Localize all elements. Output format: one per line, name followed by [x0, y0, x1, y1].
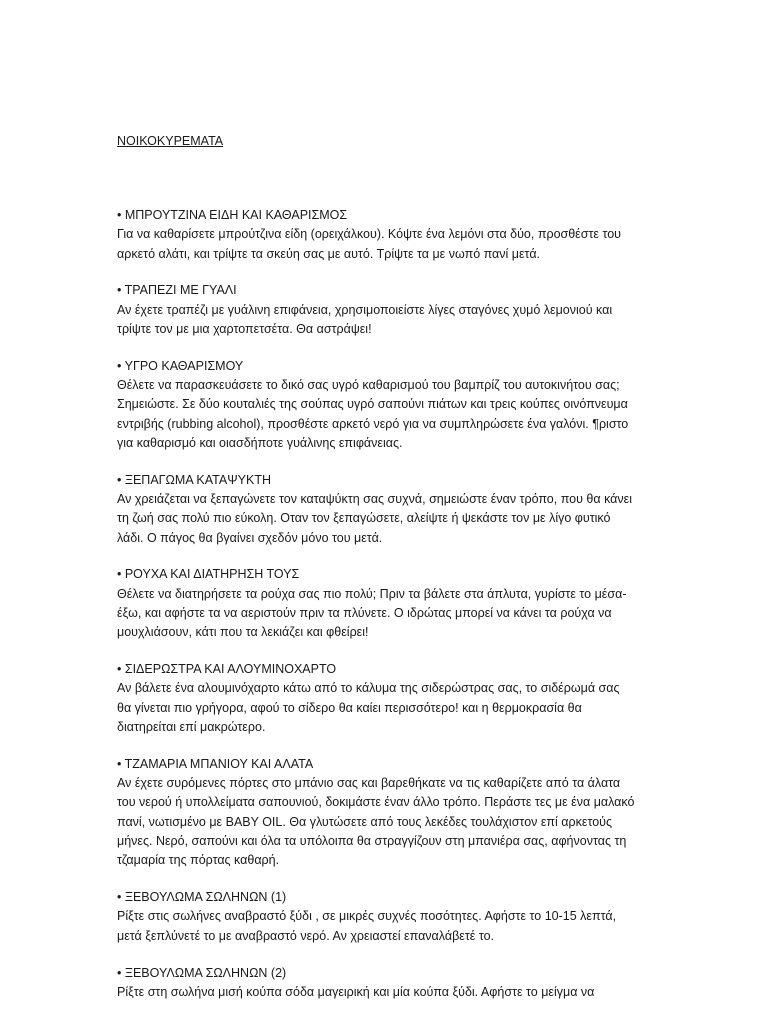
tip-body-line: μετά ξεπλύνετέ το με αναβραστό νερό. Αν χρειαστεί επαναλάβετέ το.: [117, 928, 495, 943]
tip-heading: • ΥΓΡΟ ΚΑΘΑΡΙΣΜΟΥ: [117, 358, 244, 373]
tip-body-line: Αν έχετε συρόμενες πόρτες στο μπάνιο σας και βαρεθήκατε να τις καθαρίζετε από τα άλατα: [117, 776, 621, 791]
tip-body-line: έξω, και αφήστε τα να αεριστούν πριν τα πλύνετε. Ο ιδρώτας μπορεί να κάνει τα ρούχα να: [117, 606, 612, 621]
tip-body-line: λάδι. Ο πάγος θα βγαίνει σχεδόν μόνο του μετά.: [117, 530, 383, 545]
tip-heading: • ΜΠΡΟΥΤΖΙΝΑ ΕΙΔΗ ΚΑΙ ΚΑΘΑΡΙΣΜΟΣ: [117, 208, 348, 222]
tip-body-line: πανί, νωτισμένο με BABY OIL. Θα γλυτώσετε από τους λεκέδες τουλάχιστον επί αρκετούς: [117, 814, 613, 829]
document-page: [117, 0, 653, 1024]
tip-heading: • ΞΕΠΑΓΩΜΑ ΚΑΤΑΨΥΚΤΗ: [117, 472, 272, 487]
tip-body-line: Αν χρειάζεται να ξεπαγώνετε τον καταψύκτη σας συχνά, σημειώστε έναν τρόπο, που θα κάνει: [117, 492, 632, 507]
tip-heading: • ΞΕΒΟΥΛΩΜΑ ΣΩΛΗΝΩΝ (1): [117, 890, 287, 905]
tip-section: [117, 281, 653, 339]
tip-body-line: Σημειώστε. Σε δύο κουταλιές της σούπας υγρό σαπούνι πιάτων και τρεις κούπες οινόπνευμα: [117, 397, 628, 412]
tip-body-line: αρκετό αλάτι, και τρίψτε τα σκεύη σας με αυτό. Τρίψτε τα με νωπό πανί μετά.: [117, 246, 541, 261]
tip-body-line: τη ζωή σας πολύ πιο εύκολη. Οταν τον ξεπαγώσετε, αλείψτε ή ψεκάστε τον με λίγο φυτικό: [117, 511, 611, 526]
tip-body-line: Θέλετε να παρασκευάσετε το δικό σας υγρό καθαρισμού του βαμπρίζ του αυτοκινήτου σας;: [117, 378, 620, 393]
tip-body-line: τζαμαρία της πόρτας καθαρή.: [117, 853, 280, 868]
tip-section: [117, 964, 653, 1003]
tip-section: [117, 357, 653, 453]
tip-body-line: Θέλετε να διατηρήσετε τα ρούχα σας πιο πολύ; Πριν τα βάλετε στα άπλυτα, γυρίστε το μέσα-: [117, 586, 627, 601]
tip-body-line: Για να καθαρίσετε μπρούτζινα είδη (ορειχάλκου). Κόψτε ένα λεμόνι στα δύο, προσθέστε του: [117, 227, 622, 242]
tip-heading: • ΡΟΥΧΑ ΚΑΙ ΔΙΑΤΗΡΗΣΗ ΤΟΥΣ: [117, 567, 300, 582]
tip-section: [117, 660, 653, 737]
tip-body-line: μήνες. Νερό, σαπούνι και όλα τα υπόλοιπα θα στραγγίζουν στη μπανιέρα σας, αφήνοντας τη: [117, 834, 627, 849]
tip-body-line: του νερού ή υπολλείματα σαπουνιού, δοκιμάστε έναν άλλο τρόπο. Περάστε τες με ένα μαλακό: [117, 795, 635, 810]
tip-body-line: Αν έχετε τραπέζι με γυάλινη επιφάνεια, χρησιμοποιείστε λίγες σταγόνες χυμό λεμονιού και: [117, 302, 613, 317]
tip-section: [117, 471, 653, 548]
tips-list: [117, 206, 653, 1020]
document-title: ΝΟΙΚΟΚΥΡΕΜΑΤΑ: [117, 134, 224, 148]
tip-body-line: Αν βάλετε ένα αλουμινόχαρτο κάτω από το κάλυμα της σιδερώστρας σας, το σιδέρωμά σας: [117, 681, 620, 696]
tip-body-line: Ρίξτε στις σωλήνες αναβραστό ξύδι , σε μικρές συχνές ποσότητες. Αφήστε το 10-15 λεπτά,: [117, 909, 617, 924]
tip-body-line: τρίψτε τον με μια χαρτοπετσέτα. Θα αστράψει!: [117, 321, 372, 336]
tip-section: [117, 565, 653, 642]
tip-body-line: Ρίξτε στη σωλήνα μισή κούπα σόδα μαγειρική και μία κούπα ξύδι. Αφήστε το μείγμα να: [117, 984, 595, 999]
tip-body-line: εντριβής (rubbing alcohol), προσθέστε αρκετό νερό για να συμπληρώσετε ένα γαλόνι. ¶ριστο: [117, 416, 629, 431]
tip-body-line: θα γίνεται πιο γρήγορα, αφού το σίδερο θα καίει περισσότερο! και η θερμοκρασία θα: [117, 700, 582, 715]
tip-section: [117, 888, 653, 946]
tip-heading: • ΤΡΑΠΕΖΙ ΜΕ ΓΥΑΛΙ: [117, 283, 237, 298]
tip-heading: • ΞΕΒΟΥΛΩΜΑ ΣΩΛΗΝΩΝ (2): [117, 965, 287, 980]
tip-heading: • ΣΙΔΕΡΩΣΤΡΑ ΚΑΙ ΑΛΟΥΜΙΝΟΧΑΡΤΟ: [117, 662, 337, 677]
tip-body-line: για καθαρισμό και οιασδήποτε γυάλινης επιφάνειας.: [117, 435, 403, 450]
tip-body-line: μουχλιάσουν, κάτι που τα λεκιάζει και φθείρει!: [117, 625, 369, 640]
tip-heading: • ΤΖΑΜΑΡΙΑ ΜΠΑΝΙΟΥ ΚΑΙ ΑΛΑΤΑ: [117, 756, 314, 771]
tip-body-line: διατηρείται επί μακρώτερο.: [117, 720, 266, 735]
tip-section: [117, 755, 653, 871]
tip-section: [117, 206, 653, 264]
